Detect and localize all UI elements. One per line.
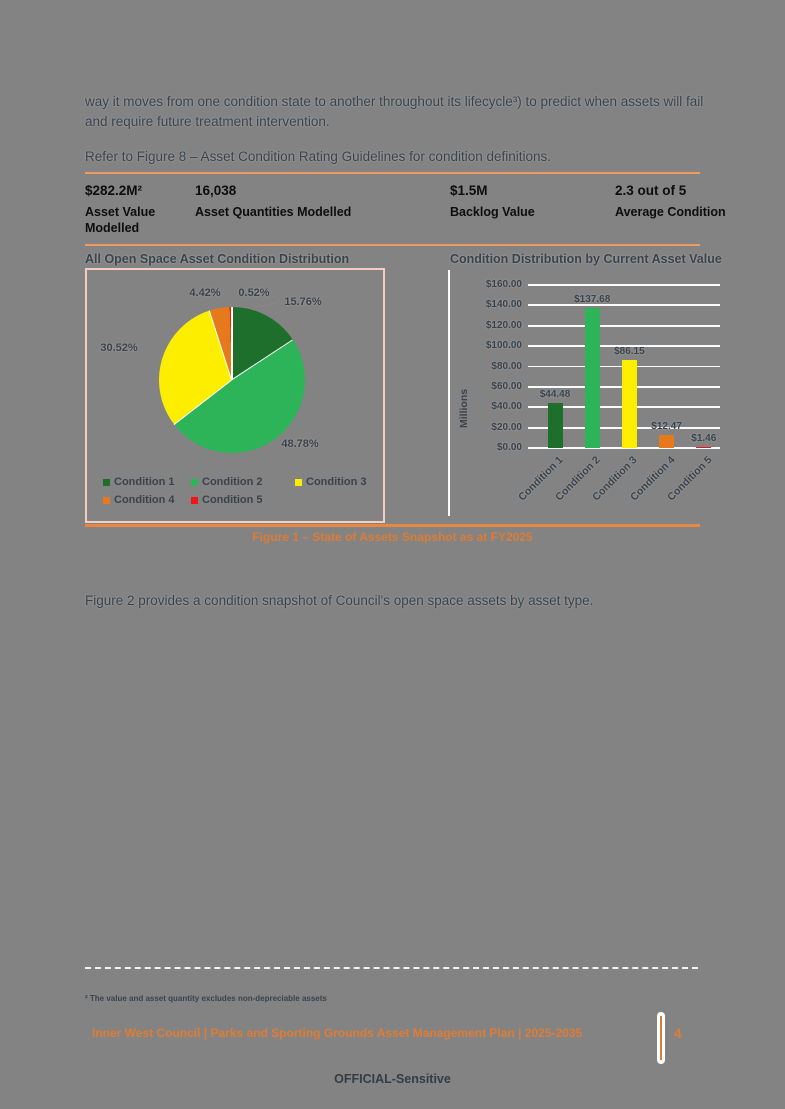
legend-item-condition-1 (103, 476, 191, 488)
stat-value: $1.5M (450, 183, 488, 198)
legend-label: Condition 3 (306, 476, 367, 488)
legend-label: Condition 5 (202, 494, 263, 506)
y-tick-label: $140.00 (485, 299, 522, 311)
y-tick-label: $40.00 (491, 401, 522, 413)
bar-value-label: $86.15 (614, 346, 645, 358)
stat-label: Asset Value Modelled (85, 205, 156, 235)
legend-swatch (295, 479, 302, 486)
pie-slice-separator (231, 307, 232, 380)
y-tick-label: $120.00 (485, 319, 522, 331)
body-paragraph-lifecycle: way it moves from one condition state to another throughout its lifecycle³) to predict when assets will fail and require future treatment intervention. (85, 94, 704, 129)
stat-backlog-value (450, 183, 610, 220)
pie-label-condition-5: 0.52% (238, 287, 270, 299)
x-axis-label: Condition 4 (627, 454, 678, 504)
classification-marking: OFFICIAL-Sensitive (334, 1072, 451, 1086)
y-tick-label: $60.00 (491, 380, 522, 392)
stats-summary-band (85, 172, 726, 246)
stat-asset-quantities (195, 183, 445, 220)
legend-item-condition-2 (191, 476, 295, 488)
footer-accent-line (660, 1016, 663, 1060)
stat-label: Average Condition (615, 205, 726, 219)
stat-value: $282.2M² (85, 183, 143, 198)
body-paragraph-figure2: Figure 2 provides a condition snapshot of Council's open space assets by asset type. (85, 593, 594, 608)
bar-value-label: $12.47 (651, 421, 682, 433)
legend-swatch (103, 479, 110, 486)
stat-asset-value (85, 183, 190, 236)
legend-swatch (103, 497, 110, 504)
y-tick-label: $80.00 (491, 360, 522, 372)
legend-item-condition-4 (103, 494, 191, 506)
figure-caption: Figure 1 – State of Assets Snapshot as at FY2025 (252, 530, 533, 544)
bar-chart-title: Condition Distribution by Current Asset Value (450, 252, 722, 266)
pie-label-condition-2: 48.78% (281, 438, 319, 450)
bar-chart (440, 266, 750, 524)
bar-value-label: $137.68 (574, 293, 611, 305)
stat-average-condition (615, 183, 755, 220)
body-paragraph-refer-figure8: Refer to Figure 8 – Asset Condition Rating Guidelines for condition definitions. (85, 149, 552, 164)
pie-chart-title: All Open Space Asset Condition Distribution (85, 252, 350, 266)
pie-label-condition-4: 4.42% (189, 287, 221, 299)
legend-label: Condition 2 (202, 476, 263, 488)
y-tick-label: $0.00 (496, 442, 522, 453)
y-tick-label: $20.00 (491, 421, 522, 433)
footnote-text: ² The value and asset quantity excludes non-depreciable assets (85, 994, 327, 1003)
bar-condition-5 (696, 447, 711, 449)
y-tick-label: $160.00 (485, 279, 522, 290)
x-axis-label: Condition 3 (590, 454, 640, 504)
legend-item-condition-5 (191, 494, 295, 506)
legend-item-condition-3 (295, 476, 383, 488)
bar-condition-1 (548, 403, 563, 448)
footnote-divider (85, 967, 698, 969)
bar-value-label: $1.46 (691, 432, 717, 444)
gridline (528, 325, 720, 327)
footer-accent-bar (657, 1012, 665, 1064)
legend-label: Condition 1 (114, 476, 175, 488)
legend-swatch (191, 479, 198, 486)
pie-chart (85, 268, 385, 523)
y-tick-label: $100.00 (485, 340, 522, 352)
stat-label: Backlog Value (450, 205, 535, 219)
legend-swatch (191, 497, 198, 504)
stat-label: Asset Quantities Modelled (195, 205, 352, 219)
stat-value: 2.3 out of 5 (615, 183, 687, 198)
stat-value: 16,038 (195, 183, 237, 198)
bar-condition-3 (622, 360, 637, 448)
y-axis-line (448, 270, 450, 516)
x-axis-label: Condition 2 (553, 454, 603, 504)
bar-condition-2 (585, 308, 600, 448)
footer-document-title: Inner West Council | Parks and Sporting Grounds Asset Management Plan | 2025-2035 (92, 1026, 583, 1040)
figure-divider-rule (85, 524, 700, 527)
page-number: 4 (674, 1026, 682, 1041)
pie-label-condition-3: 30.52% (100, 342, 138, 354)
bar-value-label: $44.48 (539, 388, 571, 400)
y-axis-title: Millions (458, 388, 470, 428)
pie-legend (103, 476, 387, 506)
gridline (528, 284, 720, 286)
x-axis-label: Condition 5 (664, 454, 715, 504)
gridline (528, 304, 720, 306)
pie-label-condition-1: 15.76% (284, 296, 322, 308)
x-axis-label: Condition 1 (516, 454, 566, 504)
legend-label: Condition 4 (114, 494, 175, 506)
